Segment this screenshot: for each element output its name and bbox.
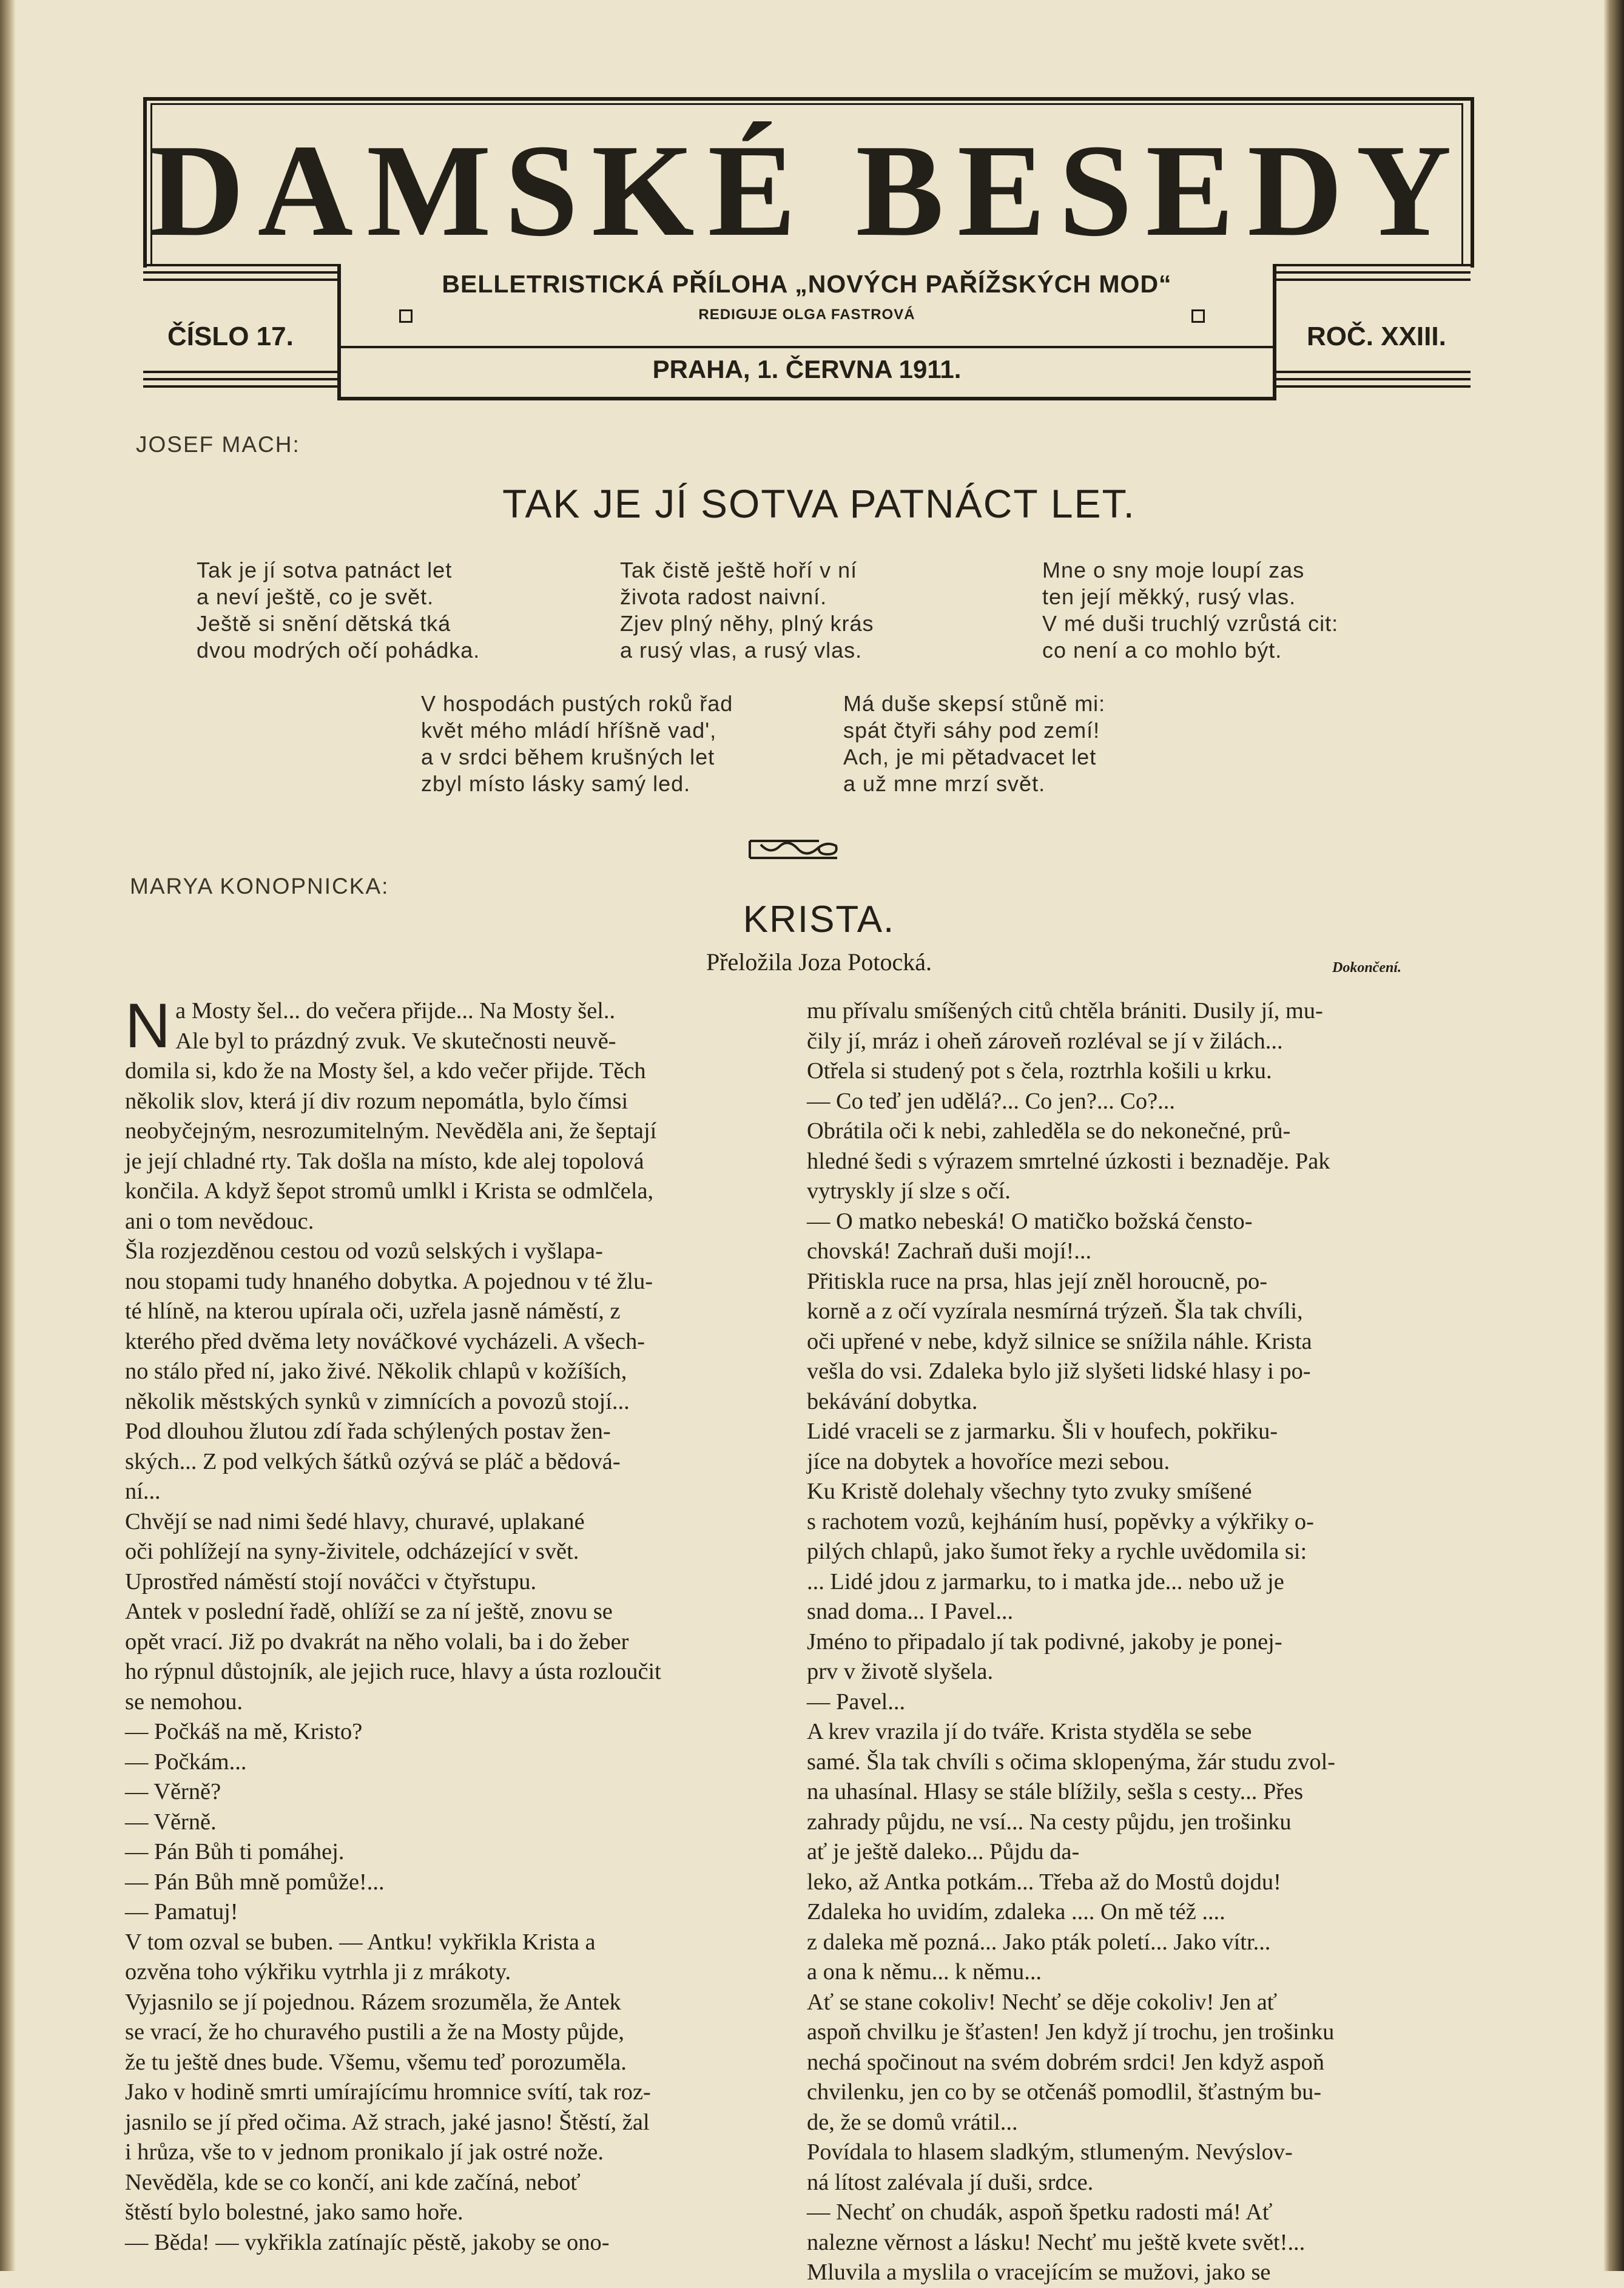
page-edge-right [1603, 0, 1624, 2271]
story-line: — Věrně. [125, 1809, 217, 1835]
story-line: oči pohlížejí na syny-živitele, odcházející v svět. [125, 1539, 579, 1564]
story-line: vešla do vsi. Zdaleka bylo již slyšeti lidské hlasy i po- [807, 1358, 1311, 1384]
story-line: aspoň chvilku je šťasten! Jen když jí trochu, jen trošinku [807, 2019, 1335, 2045]
publication-title: DAMSKÉ BESEDY [149, 118, 1465, 264]
poem-author: JOSEF MACH: [136, 432, 300, 457]
poem-line: dvou modrých očí pohádka. [197, 638, 480, 663]
poem-line: zbyl místo lásky samý led. [421, 771, 691, 796]
poem-line: života radost naivní. [620, 584, 827, 609]
story-line: hledné šedi s výrazem smrtelné úzkosti i beznaděje. Pak [807, 1148, 1330, 1174]
poem-stanza-2 [620, 557, 874, 664]
issue-number: ČÍSLO 17. [167, 322, 294, 351]
section-ornament [746, 837, 841, 862]
drop-cap: N [125, 991, 171, 1061]
story-line: ... Lidé jdou z jarmarku, to i matka jde... nebo už je [807, 1568, 1284, 1595]
story-line: — Počkáš na mě, Kristo? [125, 1719, 363, 1744]
story-line: štěstí bylo bolestné, jako samo hoře. [125, 2199, 463, 2225]
story-line: Lidé vraceli se z jarmarku. Šli v houfech, pokřiku- [807, 1419, 1278, 1444]
story-line: končila. A když šepot stromů umlkl i Krista se odmlčela, [125, 1178, 654, 1204]
story-line: samé. Šla tak chvíli s očima sklopenýma, žár studu zvol- [807, 1749, 1336, 1775]
masthead-divider [337, 346, 1276, 348]
story-line: zahrady půjdu, ne vsí... Na cesty půjdu, jen trošinku [807, 1809, 1292, 1835]
story-line: Vyjasnilo se jí pojednou. Rázem srozuměla, že Antek [125, 1989, 621, 2015]
masthead-subtitle: BELLETRISTICKÁ PŘÍLOHA „NOVÝCH PAŘÍŽSKÝCH MOD“ [442, 270, 1172, 298]
story-line: oči upřené v nebe, když silnice se snížila náhle. Krista [807, 1328, 1312, 1354]
story-line: ná lítost zalévala jí duši, srdce. [807, 2169, 1094, 2195]
story-line: — Pán Bůh ti pomáhej. [125, 1839, 345, 1864]
story-line: s rachotem vozů, kejháním husí, popěvky a výkřiky o- [807, 1508, 1314, 1534]
story-line: korně a z očí vyzírala nesmírná trýzeň. Šla tak chvíli, [807, 1298, 1303, 1324]
story-line: ní... [125, 1479, 161, 1504]
story-line: A krev vrazila jí do tváře. Krista styděla se sebe [807, 1719, 1252, 1744]
poem-line: ten její měkký, rusý vlas. [1042, 584, 1296, 609]
story-line: — Nechť on chudák, aspoň špetku radosti má! Ať [807, 2199, 1273, 2225]
story-line: V tom ozval se buben. — Antku! vykřikla Krista a [125, 1929, 596, 1955]
poem-line: Má duše skepsí stůně mi: [843, 691, 1106, 716]
poem-line: a v srdci během krušných let [421, 744, 715, 769]
poem-line: Mne o sny moje loupí zas [1042, 558, 1305, 582]
story-line: Ku Kristě dolehaly všechny tyto zvuky smíšené [807, 1479, 1252, 1504]
story-line: ani o tom nevědouc. [125, 1208, 314, 1234]
story-line: několik slov, která jí div rozum nepomátla, bylo čímsi [125, 1088, 628, 1114]
volume-number: ROČ. XXIII. [1307, 322, 1446, 351]
story-line: Obrátila oči k nebi, zahleděla se do nekonečné, prů- [807, 1118, 1291, 1144]
story-line: Jméno to připadalo jí tak podivné, jakoby je ponej- [807, 1628, 1282, 1655]
story-line: jasnilo se jí před očima. Až strach, jaké jasno! Štěstí, žal [125, 2109, 650, 2135]
story-line: že tu ještě dnes bude. Všemu, všemu teď porozuměla. [125, 2049, 627, 2075]
story-line: nalezne věrnost a lásku! Nechť mu ještě kvete svět!... [807, 2229, 1306, 2255]
story-column-left [125, 991, 774, 2258]
poem-stanza-1 [197, 557, 480, 664]
poem-line: a rusý vlas, a rusý vlas. [620, 638, 863, 663]
story-line: chovská! Zachraň duši mojí!... [807, 1238, 1092, 1264]
translator-credit: Přeložila Joza Potocká. [706, 948, 932, 976]
story-line: bekávání dobytka. [807, 1388, 978, 1414]
poem-line: květ mého mládí hříšně vad', [421, 718, 717, 743]
story-line: — Běda! — vykřikla zatínajíc pěstě, jakoby se ono- [125, 2229, 610, 2255]
story-line: ozvěna toho výkřiku vytrhla ji z mrákoty. [125, 1959, 511, 1985]
story-line: domila si, kdo že na Mosty šel, a kdo večer přijde. Těch [125, 1058, 646, 1084]
poem-line: spát čtyři sáhy pod zemí! [843, 718, 1100, 743]
poem-line: a už mne mrzí svět. [843, 771, 1046, 796]
story-line: — Pán Bůh mně pomůže!... [125, 1869, 385, 1895]
story-line: čily jí, mráz i oheň zároveň rozléval se jí v žilách... [807, 1028, 1283, 1054]
story-line: Jako v hodině smrti umírajícímu hromnice svítí, tak roz- [125, 2079, 651, 2105]
story-line: se nemohou. [125, 1689, 243, 1715]
story-line: de, že se domů vrátil... [807, 2109, 1018, 2135]
story-line: z daleka mě pozná... Jako pták poletí... Jako vítr... [807, 1929, 1271, 1955]
story-line: je její chladné rty. Tak došla na místo, kde alej topolová [125, 1148, 644, 1174]
story-line: prv v životě slyšela. [807, 1659, 994, 1684]
story-line: no stálo před ní, jako živé. Několik chlapů v kožíších, [125, 1358, 627, 1384]
poem-line: V hospodách pustých roků řad [421, 691, 733, 716]
story-author: MARYA KONOPNICKA: [130, 874, 389, 899]
story-line: Chvějí se nad nimi šedé hlavy, churavé, uplakané [125, 1508, 585, 1534]
story-line: ať je ještě daleko... Půjdu da- [807, 1839, 1080, 1864]
story-line: kterého před dvěma lety nováčkové vycházeli. A všech- [125, 1328, 645, 1354]
story-line: Otřela si studený pot s čela, roztrhla košili u krku. [807, 1058, 1272, 1084]
story-line: Povídala to hlasem sladkým, stlumeným. Nevýslov- [807, 2139, 1293, 2165]
continued-note: Dokončení. [1332, 960, 1401, 976]
poem-line: V mé duši truchlý vzrůstá cit: [1042, 611, 1339, 636]
story-line: jíce na dobytek a hovoříce mezi sebou. [807, 1448, 1170, 1474]
story-line: — Věrně? [125, 1779, 221, 1804]
story-line: i hrůza, vše to v jednom pronikalo jí jak ostré nože. [125, 2139, 604, 2165]
poem-stanza-3 [1042, 557, 1338, 664]
story-line: — Pamatuj! [125, 1899, 238, 1925]
poem-line: Zjev plný něhy, plný krás [620, 611, 874, 636]
story-line: Zdaleka ho uvidím, zdaleka .... On mě též .... [807, 1899, 1225, 1925]
poem-stanza-5 [843, 690, 1105, 797]
story-line: nou stopami tudy hnaného dobytka. A pojednou v té žlu- [125, 1268, 653, 1294]
story-line: Ale byl to prázdný zvuk. Ve skutečnosti neuvě- [175, 1028, 616, 1054]
story-line: Mluvila a myslila o vracejícím se mužovi, jako se [807, 2259, 1271, 2285]
story-line: na uhasínal. Hlasy se stále blížily, sešla s cesty... Přes [807, 1779, 1304, 1804]
story-line: Nevěděla, kde se co končí, ani kde začíná, neboť [125, 2169, 581, 2195]
story-line: Pod dlouhou žlutou zdí řada schýlených postav žen- [125, 1419, 611, 1444]
volume-box [1276, 264, 1471, 391]
story-line: ho rýpnul důstojník, ale jejich ruce, hlavy a ústa rozloučit [125, 1659, 661, 1684]
story-line: ských... Z pod velkých šátků ozývá se pláč a bědová- [125, 1448, 621, 1474]
story-line: několik městských synků v zimnících a povozů stojí... [125, 1388, 630, 1414]
story-line: Ať se stane cokoliv! Nechť se děje cokoliv! Jen ať [807, 1989, 1278, 2015]
story-line: leko, až Antka potkám... Třeba až do Mostů dojdu! [807, 1869, 1281, 1895]
masthead-editor: REDIGUJE OLGA FASTROVÁ [698, 306, 915, 323]
story-line: neobyčejným, nesrozumitelným. Nevěděla ani, že šeptají [125, 1118, 657, 1144]
story-line: vytryskly jí slze s očí. [807, 1178, 1011, 1204]
story-line: — Pavel... [807, 1689, 906, 1715]
page-edge-left [0, 0, 16, 2271]
poem-line: Tak čistě ještě hoří v ní [620, 558, 858, 582]
masthead [143, 97, 1471, 400]
poem-stanza-4 [421, 690, 733, 797]
poem-line: a neví ještě, co je svět. [197, 584, 434, 609]
story-line: — O matko nebeská! O matičko božská čensto- [807, 1208, 1253, 1234]
poem-line: Ještě si snění dětská tká [197, 611, 451, 636]
story-line: — Co teď jen udělá?... Co jen?... Co?... [807, 1088, 1175, 1114]
story-line: opět vrací. Již po dvakrát na něho volali, ba i do žeber [125, 1628, 629, 1655]
story-line: Přitiskla ruce na prsa, hlas její zněl horoucně, po- [807, 1268, 1268, 1294]
poem-title: TAK JE JÍ SOTVA PATNÁCT LET. [502, 481, 1136, 526]
story-line: nechá spočinout na svém dobrém srdci! Jen když aspoň [807, 2049, 1324, 2075]
story-line: a Mosty šel... do večera přijde... Na Mosty šel.. [175, 998, 616, 1024]
issue-date: PRAHA, 1. ČERVNA 1911. [652, 355, 962, 383]
story-line: té hlíně, na kterou upírala oči, uzřela jasně náměstí, z [125, 1298, 621, 1324]
issue-box [143, 264, 337, 391]
square-ornament-right [1191, 309, 1205, 323]
story-line: se vrací, že ho churavého pustili a že na Mosty půjde, [125, 2019, 624, 2045]
story-title: KRISTA. [743, 899, 895, 940]
story-line: Uprostřed náměstí stojí nováčci v čtyřstupu. [125, 1568, 537, 1595]
story-line: Antek v poslední řadě, ohlíží se za ní ještě, znovu se [125, 1599, 613, 1624]
story-line: — Počkám... [125, 1749, 247, 1775]
story-line: chvilenku, jen co by se otčenáš pomodlil, šťastným bu- [807, 2079, 1322, 2105]
poem-line: co není a co mohlo být. [1042, 638, 1282, 663]
poem-line: Ach, je mi pětadvacet let [843, 744, 1097, 769]
story-column-right [807, 996, 1462, 2288]
poem-line: Tak je jí sotva patnáct let [197, 558, 453, 582]
story-line: mu přívalu smíšených citů chtěla brániti. Dusily jí, mu- [807, 998, 1323, 1024]
story-line: snad doma... I Pavel... [807, 1599, 1014, 1624]
story-line: pilých chlapů, jako šumot řeky a rychle uvědomila si: [807, 1539, 1307, 1564]
story-line: a ona k němu... k němu... [807, 1959, 1042, 1985]
story-line: Šla rozjezděnou cestou od vozů selských i vyšlapa- [125, 1238, 603, 1264]
